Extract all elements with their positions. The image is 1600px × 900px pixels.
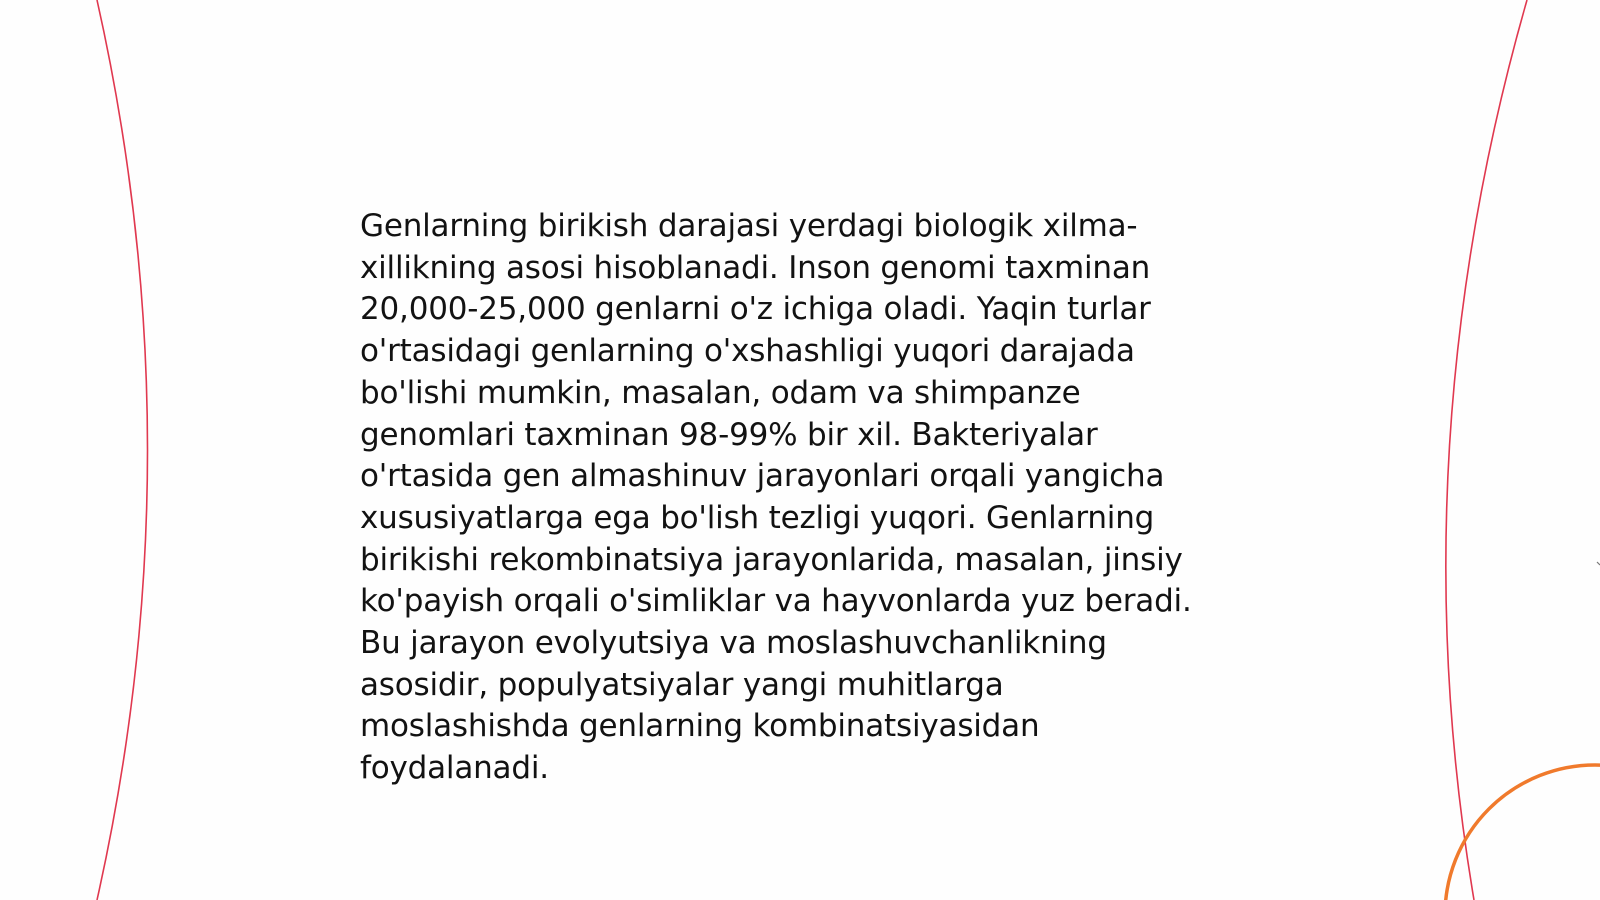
orange-circle-icon (1445, 765, 1600, 900)
body-paragraph: Genlarning birikish darajasi yerdagi biologik xilma- xillikning asosi hisoblanadi. Inson genomi taxminan 20,000-25,000 genlarni o'z ichiga oladi. Yaqin turlar o'rtasidagi genlarning o'xshashligi yuqori darajada bo'lishi mumkin, masalan, odam va shimpanze genomlari taxminan 98-99% bir xil. Bakteriyalar o'rtasida gen almashinuv jarayonlari orqali yangicha xususiyatlarga ega bo'lish tezligi yuqori. Genlarning birikishi rekombinatsiya jarayonlarida, masalan, jinsiy ko'payish orqali o'simliklar va hayvonlarda yuz beradi. Bu jarayon evolyutsiya va moslashuvchanlikning asosidir, populyatsiyalar yangi muhitlarga moslashishda genlarning kombinatsiyasidan foydalanadi. (360, 208, 1192, 787)
right-curve-icon (1446, 0, 1527, 900)
left-curve-icon (97, 0, 148, 900)
